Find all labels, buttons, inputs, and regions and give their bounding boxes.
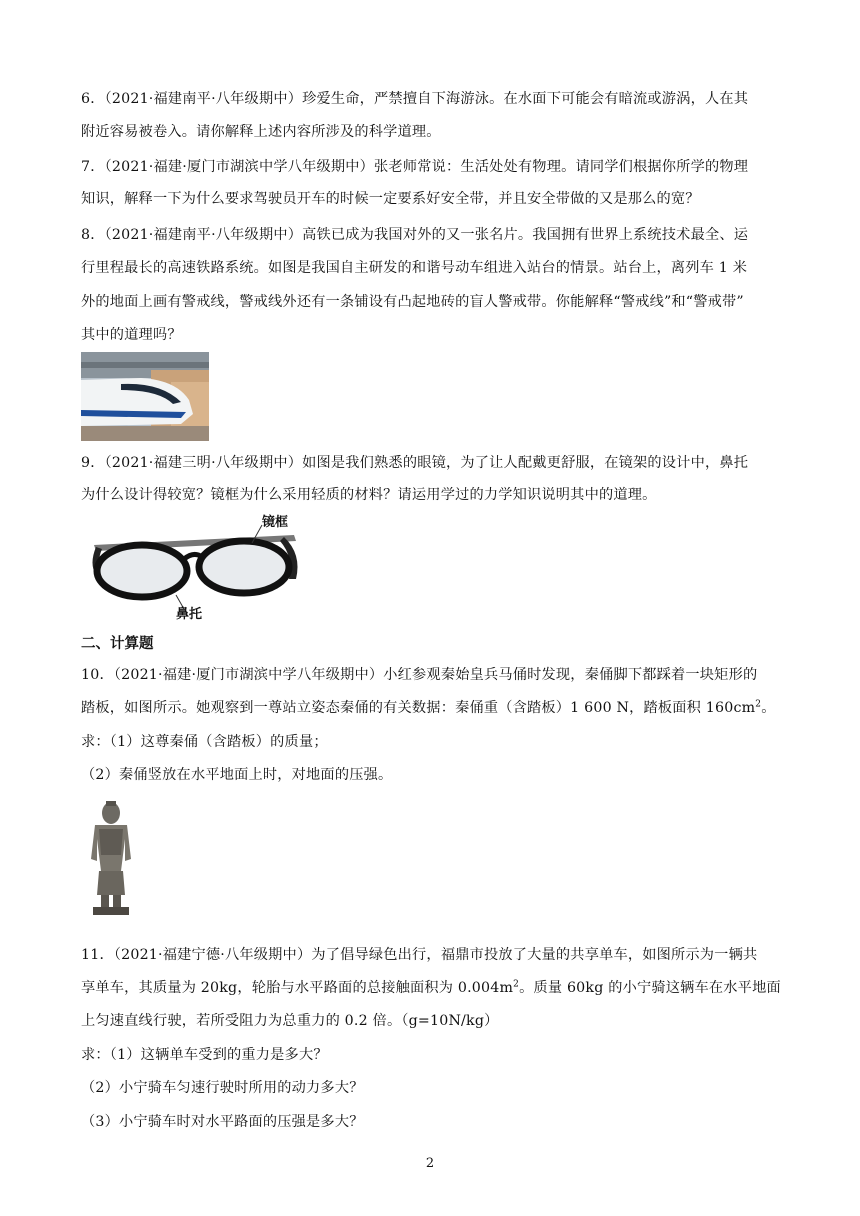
question-11-line-2-text: 享单车，其质量为 20kg，轮胎与水平路面的总接触面积为 0.004m	[81, 980, 514, 996]
section-heading-calculation: 二、计算题	[81, 636, 154, 652]
question-11-line-2-end: 。质量 60kg 的小宁骑这辆车在水平地面	[519, 980, 781, 996]
question-10-line-1: 10．（2021·福建·厦门市湖滨中学八年级期中）小红参观秦始皇兵马俑时发现，秦俑脚下都踩着一块矩形的	[81, 667, 758, 683]
question-8-line-1: 8．（2021·福建南平·八年级期中）高铁已成为我国对外的又一张名片。我国拥有世界上系统技术最全、运	[81, 227, 749, 243]
label-frame: 镜框	[262, 515, 289, 530]
question-10-line-2-text: 踏板，如图所示。她观察到一尊站立姿态秦俑的有关数据：秦俑重（含踏板）1 600 N，踏板面积 160cm	[81, 700, 756, 716]
superscript: 2	[513, 979, 520, 990]
question-11-line-1: 11．（2021·福建宁德·八年级期中）为了倡导绿色出行，福鼎市投放了大量的共享单车，如图所示为一辆共	[81, 947, 758, 963]
question-11-line-6: （3）小宁骑车时对水平路面的压强是多大？	[81, 1114, 364, 1130]
question-6-line-1: 6．（2021·福建南平·八年级期中）珍爱生命，严禁擅自下海游泳。在水面下可能会有暗流或游涡，人在其	[81, 91, 749, 107]
question-7-line-2: 知识，解释一下为什么要求驾驶员开车的时候一定要系好安全带，并且安全带做的又是那么的宽？	[81, 191, 700, 207]
eyeglasses-image	[84, 509, 308, 625]
question-11-line-4: 求：（1）这辆单车受到的重力是多大？	[81, 1047, 328, 1063]
page-number: 2	[425, 1156, 435, 1171]
question-9-line-2: 为什么设计得较宽？镜框为什么采用轻质的材料？请运用学过的力学知识说明其中的道理。	[81, 487, 657, 503]
question-11-line-3: 上匀速直线行驶，若所受阻力为总重力的 0.2 倍。（g=10N/kg）	[81, 1013, 499, 1029]
question-8-line-2: 行里程最长的高速铁路系统。如图是我国自主研发的和谐号动车组进入站台的情景。站台上，离列车 1 米	[81, 260, 748, 276]
question-10-line-2-end: 。	[761, 700, 776, 716]
label-nose-pad: 鼻托	[176, 607, 203, 622]
question-11-line-2	[81, 973, 781, 1003]
question-7-line-1: 7．（2021·福建·厦门市湖滨中学八年级期中）张老师常说：生活处处有物理。请同学们根据你所学的物理	[81, 159, 749, 175]
bullet-train-image	[81, 352, 209, 441]
question-8-line-3: 外的地面上画有警戒线，警戒线外还有一条铺设有凸起地砖的盲人警戒带。你能解释“警戒线”和“警戒带”	[81, 294, 744, 310]
superscript: 2	[755, 699, 762, 710]
question-8-line-4: 其中的道理吗？	[81, 327, 182, 343]
question-9-line-1: 9．（2021·福建三明·八年级期中）如图是我们熟悉的眼镜，为了让人配戴更舒服，在镜架的设计中，鼻托	[81, 455, 749, 471]
question-10-line-2	[81, 693, 781, 723]
question-10-line-4: （2）秦俑竖放在水平地面上时，对地面的压强。	[81, 767, 393, 783]
question-11-line-5: （2）小宁骑车匀速行驶时所用的动力多大？	[81, 1080, 364, 1096]
terracotta-warrior-image	[81, 799, 141, 918]
question-10-line-3: 求：（1）这尊秦俑（含踏板）的质量；	[81, 734, 328, 750]
question-6-line-2: 附近容易被卷入。请你解释上述内容所涉及的科学道理。	[81, 124, 441, 140]
